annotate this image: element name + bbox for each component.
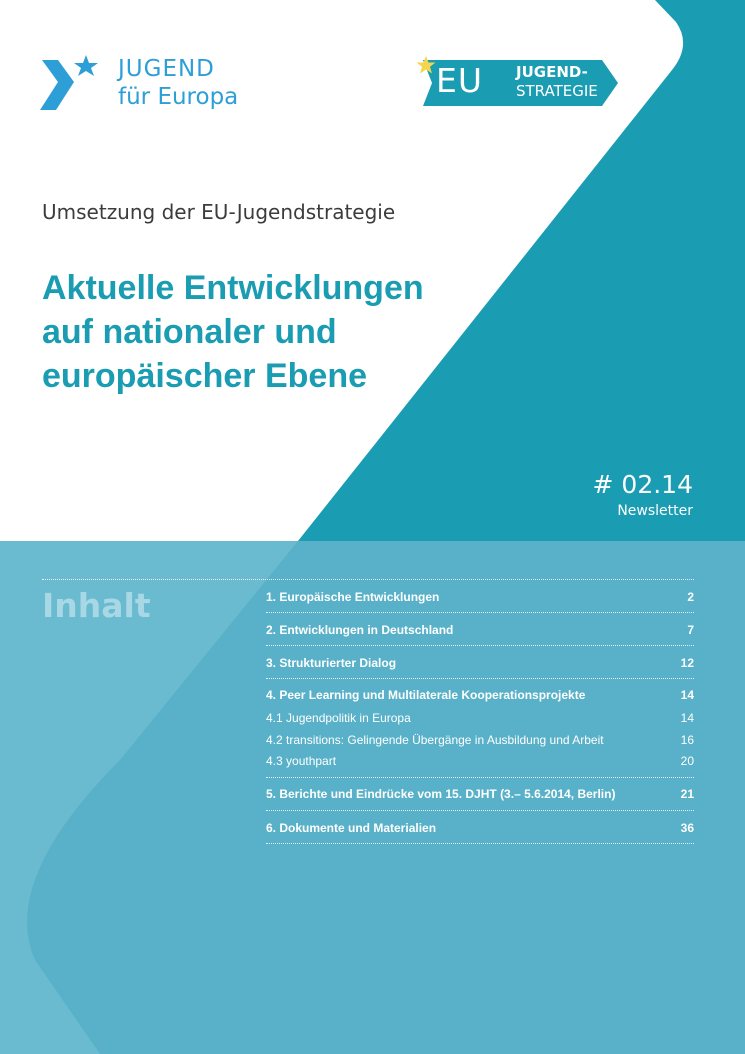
toc-entry[interactable] [266, 688, 694, 706]
badge-line-1: JUGEND- [516, 63, 588, 81]
toc-entry[interactable] [266, 821, 694, 839]
divider [266, 678, 694, 679]
toc-subentry[interactable] [266, 711, 694, 729]
toc-entry-page: 20 [680, 754, 694, 768]
toc-entry-page: 36 [680, 821, 694, 835]
toc-subentry[interactable] [266, 733, 694, 751]
toc-entry[interactable] [266, 623, 694, 641]
jugend-fuer-europa-logo [38, 52, 268, 120]
divider [266, 843, 694, 844]
toc-entry-label: 4. Peer Learning und Multilaterale Kooperationsprojekte [266, 688, 586, 702]
cover-title-line: auf nationaler und [42, 313, 337, 351]
toc-entry-label: 2. Entwicklungen in Deutschland [266, 623, 454, 637]
toc-entry-page: 16 [680, 733, 694, 747]
toc-entry-page: 14 [680, 688, 694, 702]
badge-eu-text: EU [436, 61, 484, 100]
toc-entry-label: 3. Strukturierter Dialog [266, 656, 397, 670]
logo-line-1: JUGEND [118, 56, 215, 82]
toc-entry-label: 4.1 Jugendpolitik in Europa [266, 711, 411, 725]
issue-number: # 02.14 [592, 470, 693, 499]
toc-entry-label: 4.3 youthpart [266, 754, 337, 768]
toc-entry-page: 14 [680, 711, 694, 725]
toc-subentry[interactable] [266, 754, 694, 772]
toc-entry-page: 7 [687, 623, 694, 637]
divider [42, 579, 694, 580]
cover-title-line: europäischer Ebene [42, 357, 368, 395]
logo-line-2: für Europa [118, 84, 239, 110]
toc-entry-label: 6. Dokumente und Materialien [266, 821, 437, 835]
toc-entry[interactable] [266, 656, 694, 674]
eu-jugendstrategie-badge [416, 55, 626, 111]
issue-label: Newsletter [617, 503, 693, 519]
toc-entry-label: 4.2 transitions: Gelingende Übergänge in Ausbildung und Arbeit [266, 733, 604, 747]
chevron-star-icon [38, 52, 108, 118]
toc-heading: Inhalt [42, 586, 151, 625]
divider [266, 612, 694, 613]
cover-subtitle: Umsetzung der EU-Jugendstrategie [42, 200, 396, 224]
toc-entry-page: 2 [687, 590, 694, 604]
toc-entry[interactable] [266, 787, 694, 805]
divider [266, 810, 694, 811]
toc-entry-label: 5. Berichte und Eindrücke vom 15. DJHT (3.– 5.6.2014, Berlin) [266, 787, 616, 801]
toc-entry-page: 12 [680, 656, 694, 670]
divider [266, 777, 694, 778]
cover-title-line: Aktuelle Entwicklungen [42, 269, 424, 307]
badge-line-2: STRATEGIE [516, 82, 598, 100]
cover-title [42, 266, 462, 398]
divider [266, 645, 694, 646]
star-icon [416, 55, 436, 75]
toc-entry-label: 1. Europäische Entwicklungen [266, 590, 440, 604]
toc-entry[interactable] [266, 590, 694, 608]
toc-entry-page: 21 [680, 787, 694, 801]
